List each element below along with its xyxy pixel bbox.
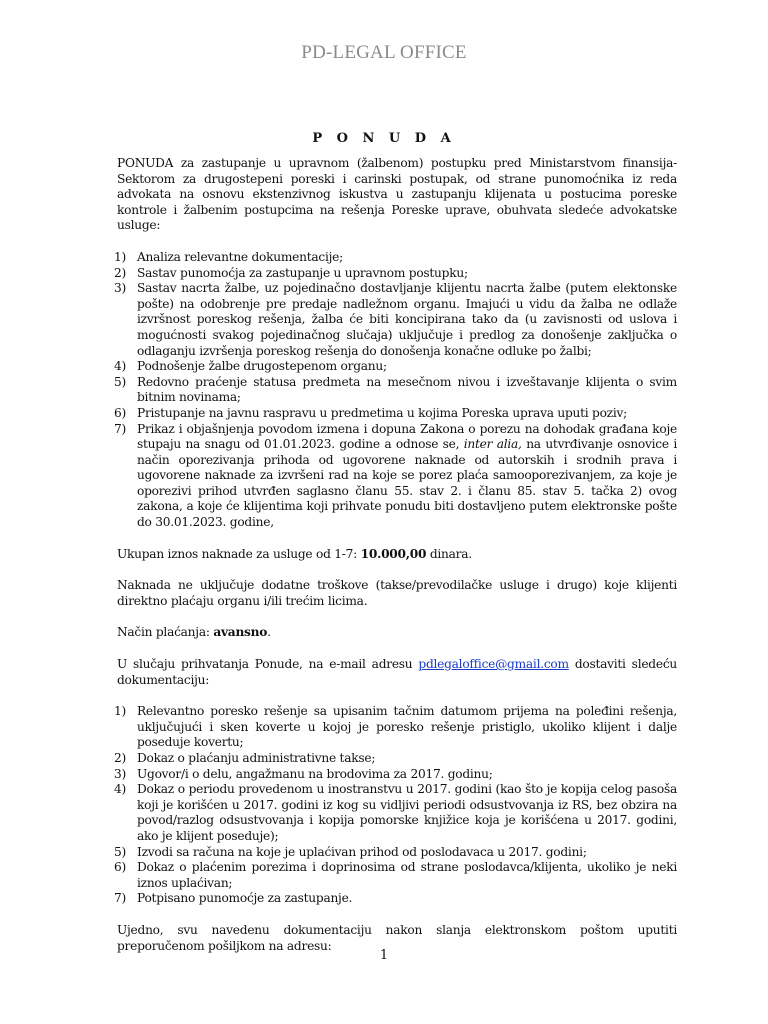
documents-list: [114, 704, 677, 907]
list-number: 2): [114, 751, 127, 765]
list-item-text: Redovno praćenje statusa predmeta na mesečnom nivou i izveštavanje klijenta o svim bitnim novinama;: [137, 374, 677, 405]
payment-method-value: avansno: [213, 625, 268, 640]
list-item-text: Sastav nacrta žalbe, uz pojedinačno dostavljanje klijentu nacrta žalbe (putem elektonske pošte) na odobrenje pre predaje nadležnom organu. Imajući u vidu da žalba ne odlaže izvršnost poreskog rešenja, žalba će biti koncipirana tako da (u zavisnosti od uslova i mogućnosti svakog pojedinačnog slučaja) uključuje i predlog za donošenje zaključka o odlaganju izvršenja poreskog rešenja do donošenja konačne odluke po žalbi;: [137, 281, 677, 358]
list-item: [114, 751, 677, 767]
list-number: 6): [114, 405, 127, 420]
list-item-text-cont: na utvrđivanje osnovice i način oporezivanja prihoda od ugovorene naknade od autorskih i srodnih prava i ugovorene naknade za izvršeni rad na koje se porez plaća samooporezivanjem, za koje je oporezivi prihod utvrđen saglasno članu 55. stav 2. i članu 85. stav 5. tačka 2) ovog zakona, a koje će klijentima koji prihvate ponudu biti dostavljeno putem elektronske pošte do 30.01.2023. godine,: [137, 437, 677, 530]
list-number: 5): [114, 844, 127, 859]
list-number: 6): [114, 860, 127, 875]
list-number: 3): [114, 766, 127, 781]
document-body: [114, 156, 677, 954]
list-item: [114, 249, 677, 266]
list-item-text: Ugovor/i o delu, angažmanu na brodovima za 2017. godinu;: [137, 766, 493, 781]
list-number: 1): [114, 704, 127, 719]
list-item: [114, 782, 677, 844]
list-item-text: Izvodi sa računa na koje je uplaćivan prihod od poslodavaca u 2017. godini;: [137, 844, 587, 859]
latin-phrase: inter alia,: [463, 437, 522, 452]
list-number: 4): [114, 782, 127, 797]
list-item-text: Analiza relevantne dokumentacije;: [137, 249, 343, 264]
list-item: [114, 374, 677, 406]
list-item: [114, 860, 677, 891]
list-item: [114, 421, 677, 531]
list-item-text: Pristupanje na javnu raspravu u predmetima u kojima Poreska uprava uputi poziv;: [137, 405, 627, 420]
list-item-text: Sastav punomoćja za zastupanje u upravnom postupku;: [137, 265, 468, 280]
list-item: [114, 891, 677, 907]
exclusion-paragraph: Naknada ne uključuje dodatne troškove (takse/prevodilačke usluge i drugo) koje klijenti direktno plaćaju organu i/ili trećim licima.: [117, 578, 677, 608]
payment-method-line: Način plaćanja: avansno.: [117, 625, 271, 640]
page-number: 1: [379, 948, 389, 963]
list-item: [114, 281, 677, 359]
list-item: [114, 844, 677, 861]
services-list: [114, 249, 677, 531]
list-item: [114, 359, 677, 375]
list-number: 5): [114, 374, 127, 389]
list-item: [114, 766, 677, 783]
list-item-text: Dokaz o plaćanju administrativne takse;: [137, 751, 376, 765]
list-item: [114, 704, 677, 751]
list-item: [114, 405, 677, 422]
email-link[interactable]: pdlegaloffice@gmail.com: [418, 657, 569, 672]
list-item-text: Dokaz o periodu provedenom u inostranstvu u 2017. godini (kao što je kopija celog pasoša koji je korišćen u 2017. godini iz kog su vidljivi periodi odsustvovanja iz RS, bez obzira na povod/razlog odsustvovanja i kopija pomorske knjižice koja je korišćena u 2017. godini, ako je klijent poseduje);: [137, 782, 677, 843]
list-number: 7): [114, 891, 127, 906]
list-number: 7): [114, 421, 127, 436]
intro-paragraph: PONUDA za zastupanje u upravnom (žalbenom) postupku pred Ministarstvom finansija-Sektorom za drugostepeni poreski i carinski postupak, od strane punomoćnika iz reda advokata na osnovu ekstenzivnog iskustva u zastupanju klijenata u postucima poreske kontrole i žalbenim postupcima na rešenja Poreske uprave, obuhvata sledeće advokatske usluge:: [117, 156, 677, 233]
list-item-text: Prikaz i objašnjenja povodom izmena i dopuna Zakona o porezu na dohodak građana koje stupaju na snagu od 01.01.2023. godine a odnose se,: [137, 421, 677, 452]
documents-intro: U slučaju prihvatanja Ponude, na e-mail adresu pdlegaloffice@gmail.com dostaviti sledeću dokumentaciju:: [117, 657, 677, 687]
list-item-text: Podnošenje žalbe drugostepenom organu;: [137, 359, 387, 374]
closing-paragraph: Ujedno, svu navedenu dokumentaciju nakon slanja elektronskom poštom uputiti preporučenom pošiljkom na adresu:: [117, 922, 677, 953]
list-number: 2): [114, 265, 127, 280]
list-item: [114, 265, 677, 282]
total-amount: 10.000,00: [360, 546, 427, 561]
list-item-text: Relevantno poresko rešenje sa upisanim tačnim datumom prijema na poleđini rešenja, uključujući i sken koverte u kojoj je poresko rešenje pristiglo, ukoliko klijent i dalje poseduje kovertu;: [137, 704, 677, 750]
list-item-text: Dokaz o plaćenim porezima i doprinosima od strane poslodavca/klijenta, ukoliko je neki iznos uplaćivan;: [137, 860, 677, 890]
list-item-text: Potpisano punomoćje za zastupanje.: [137, 891, 353, 906]
list-number: 4): [114, 359, 127, 374]
total-fee-line: Ukupan iznos naknade za usluge od 1-7: 10.000,00 dinara.: [117, 546, 472, 561]
list-number: 3): [114, 281, 127, 296]
document-title: P O N U D A: [312, 131, 456, 146]
list-number: 1): [114, 249, 127, 264]
office-header: PD-LEGAL OFFICE: [301, 42, 467, 63]
